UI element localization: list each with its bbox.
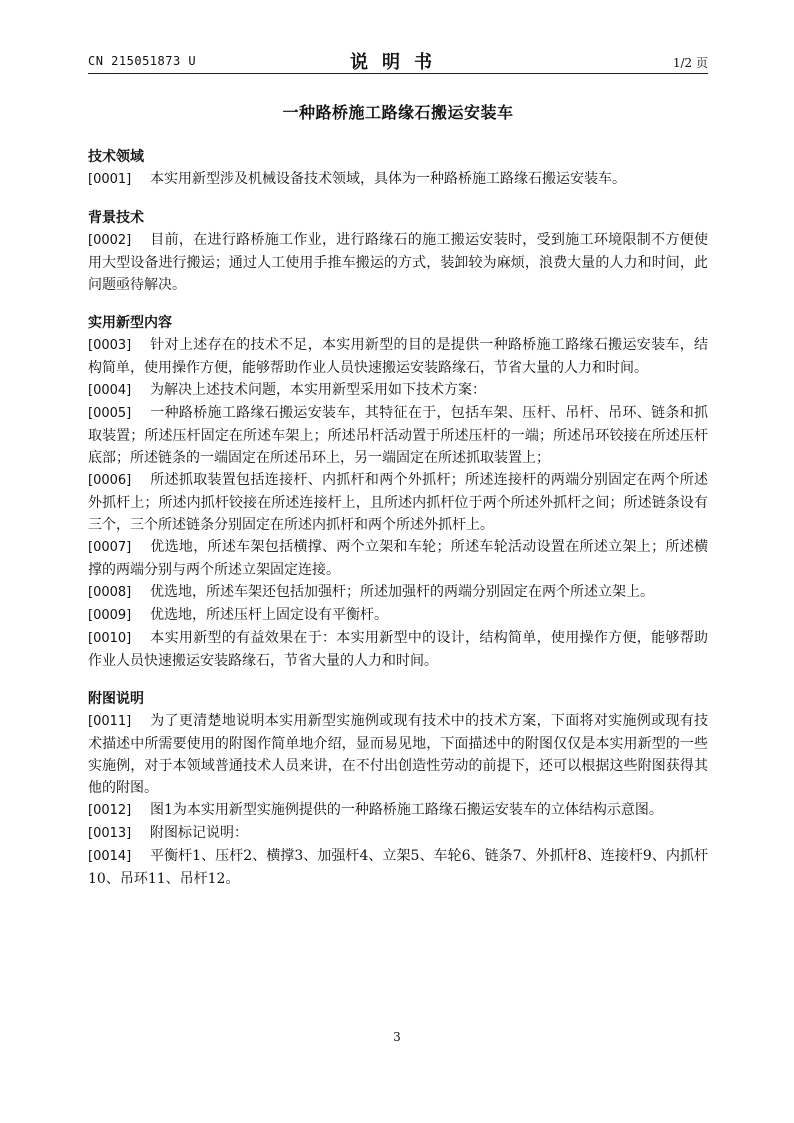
paragraph-text: 本实用新型涉及机械设备技术领域，具体为一种路桥施工路缘石搬运安装车。 [150,171,626,187]
paragraph-text: 为了更清楚地说明本实用新型实施例或现有技术中的技术方案，下面将对实施例或现有技术描述中所需要使用的附图作简单地介绍，显而易见地，下面描述中的附图仅仅是本实用新型的一些实施例，对于本领域普通技术人员来讲，在不付出创造性劳动的前提下，还可以根据这些附图获得其他的附图。 [88,713,708,796]
paragraph [88,379,708,402]
paragraph-number: [0003] [88,338,132,353]
paragraph-number: [0008] [88,585,132,600]
page-info: 1/2 页 [672,56,708,70]
paragraph-text: 一种路桥施工路缘石搬运安装车，其特征在于，包括车架、压杆、吊杆、吊环、链条和抓取装置；所述压杆固定在所述车架上；所述吊杆活动置于所述压杆的一端；所述吊环铰接在所述压杆底部；所述链条的一端固定在所述吊环上，另一端固定在所述抓取装置上； [88,405,708,466]
paragraph-number: [0012] [88,803,132,818]
paragraph-number: [0007] [88,540,132,555]
paragraph-text: 目前，在进行路桥施工作业，进行路缘石的施工搬运安装时，受到施工环境限制不方便使用大型设备进行搬运；通过人工使用手推车搬运的方式，装卸较为麻烦，浪费大量的人力和时间，此问题亟待解决。 [88,232,708,293]
paragraph [88,822,708,845]
paragraph [88,581,708,604]
paragraph [88,845,708,890]
paragraph-text: 优选地，所述车架包括横撑、两个立架和车轮；所述车轮活动设置在所述立架上；所述横撑的两端分别与两个所述立架固定连接。 [88,539,708,578]
paragraph-text: 图1为本实用新型实施例提供的一种路桥施工路缘石搬运安装车的立体结构示意图。 [150,802,663,818]
paragraph [88,334,708,379]
paragraph-number: [0005] [88,406,132,421]
paragraph [88,710,708,799]
paragraph [88,604,708,627]
paragraph [88,627,708,672]
paragraph-text: 优选地，所述压杆上固定设有平衡杆。 [150,607,388,623]
paragraph-text: 为解决上述技术问题，本实用新型采用如下技术方案： [150,382,486,398]
paragraph-number: [0013] [88,826,132,841]
document-title: 一种路桥施工路缘石搬运安装车 [282,103,514,122]
section-heading: 附图说明 [88,691,144,707]
paragraph [88,229,708,296]
paragraph [88,536,708,581]
paragraph-number: [0009] [88,608,132,623]
paragraph-text: 优选地，所述车架还包括加强杆；所述加强杆的两端分别固定在两个所述立架上。 [150,584,654,600]
paragraph-text: 本实用新型的有益效果在于：本实用新型中的设计，结构简单，使用操作方便，能够帮助作业人员快速搬运安装路缘石，节省大量的人力和时间。 [88,630,708,669]
paragraph-text: 附图标记说明： [150,825,248,841]
paragraph-text: 针对上述存在的技术不足，本实用新型的目的是提供一种路桥施工路缘石搬运安装车，结构简单，使用操作方便，能够帮助作业人员快速搬运安装路缘石，节省大量的人力和时间。 [88,337,708,376]
section-heading: 技术领域 [88,149,144,165]
section-heading: 实用新型内容 [88,315,172,331]
paragraph-text: 所述抓取装置包括连接杆、内抓杆和两个外抓杆；所述连接杆的两端分别固定在两个所述外抓杆上；所述内抓杆铰接在所述连接杆上，且所述内抓杆位于两个所述外抓杆之间；所述链条设有三个，三个所述链条分别固定在所述内抓杆和两个所述外抓杆上。 [88,472,708,533]
page-number: 3 [393,1030,401,1044]
paragraph-number: [0002] [88,233,132,248]
section-heading: 背景技术 [88,210,144,226]
paragraph-number: [0011] [88,714,132,729]
paragraph-number: [0004] [88,383,132,398]
document-body [88,146,708,890]
doc-type-label: 说明书 [350,52,446,73]
header-divider [88,73,708,74]
paragraph [88,799,708,822]
paragraph [88,402,708,469]
paragraph-number: [0010] [88,631,132,646]
paragraph [88,469,708,536]
paragraph-text: 平衡杆1、压杆2、横撑3、加强杆4、立架5、车轮6、链条7、外抓杆8、连接杆9、内抓杆10、吊环11、吊杆12。 [88,848,708,887]
paragraph-number: [0006] [88,473,132,488]
paragraph-number: [0014] [88,849,132,864]
patent-number: CN 215051873 U [88,54,197,68]
paragraph-number: [0001] [88,172,132,187]
paragraph [88,168,708,191]
page-header [88,48,708,74]
